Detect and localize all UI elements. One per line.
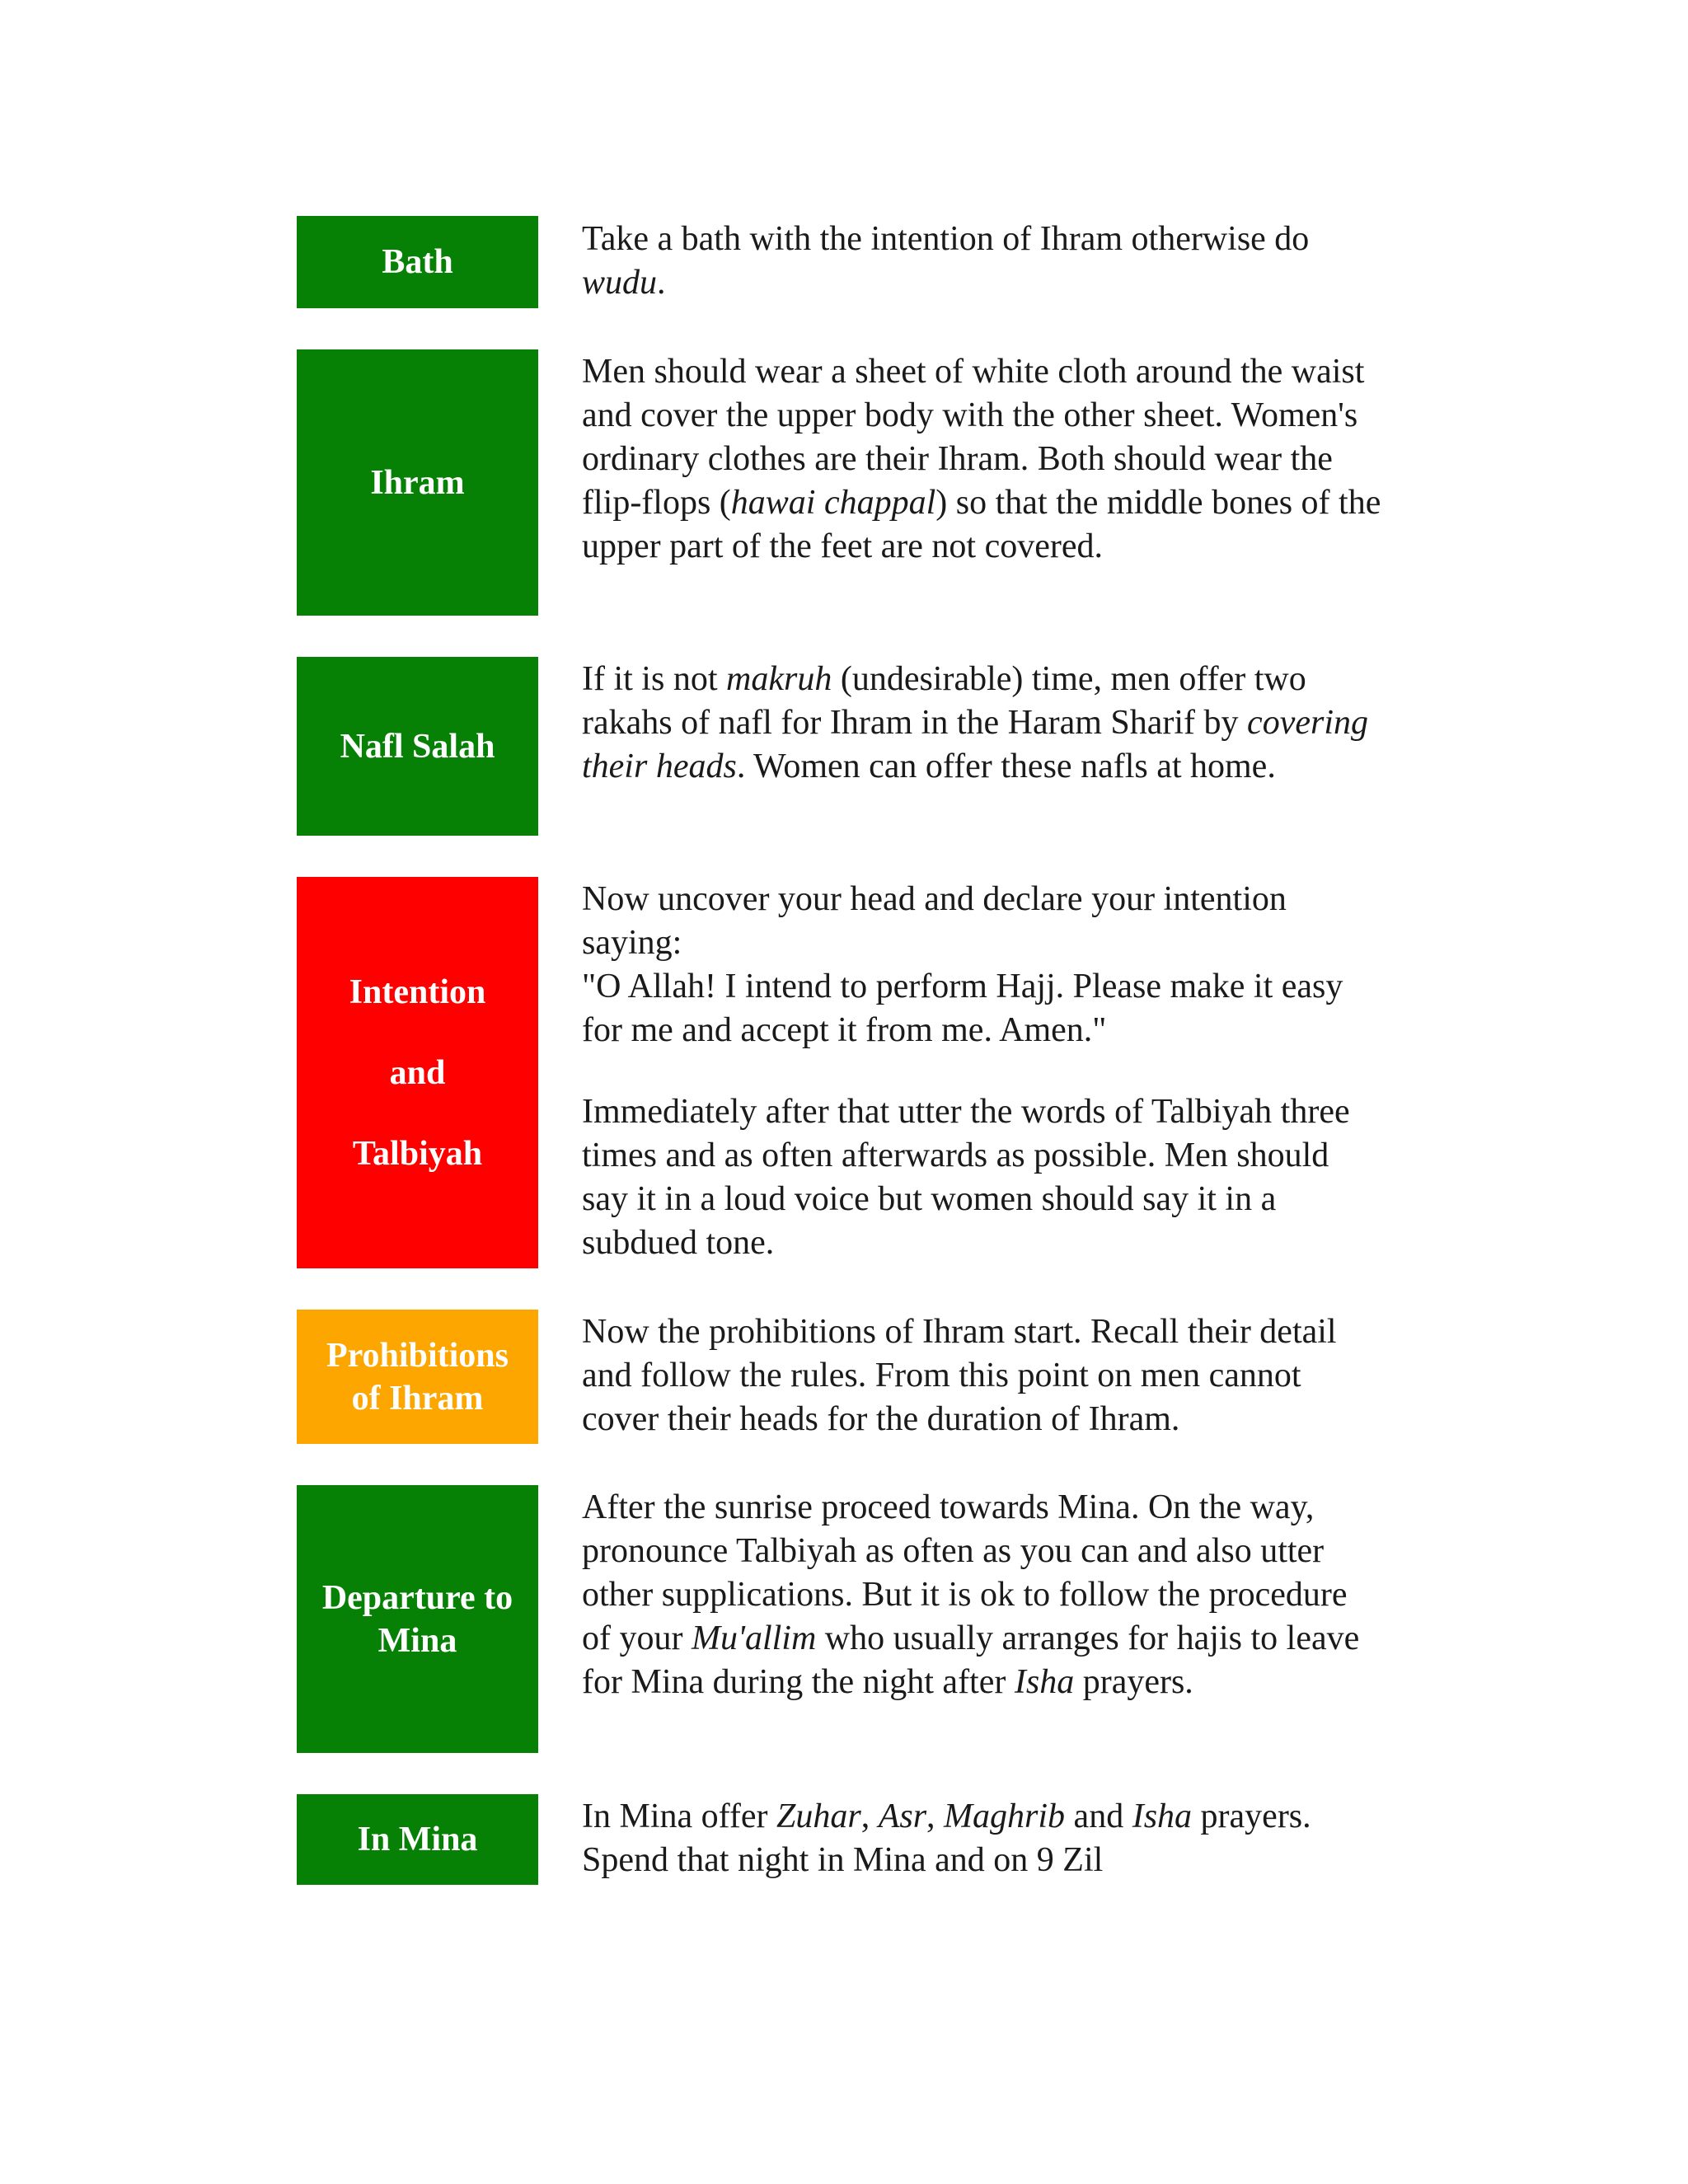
step-label-box xyxy=(297,1310,538,1444)
step-label: Prohibitions xyxy=(326,1336,509,1375)
step-label: In Mina xyxy=(357,1821,478,1858)
step-label-box xyxy=(297,657,538,836)
description-paragraph xyxy=(582,1090,1381,1265)
italic-term: Isha xyxy=(1014,1663,1075,1701)
italic-term: Mu'allim xyxy=(691,1619,817,1657)
text-run: Now the prohibitions of Ihram start. Recall their detail and follow the rules. From this point on men cannot cover their heads for the duration of Ihram. xyxy=(582,1313,1337,1438)
step-label: Intention xyxy=(349,972,486,1011)
description-paragraph xyxy=(582,1310,1381,1441)
step-label-box xyxy=(297,349,538,616)
text-run: , xyxy=(926,1797,945,1835)
step-description xyxy=(582,1310,1381,1441)
step-description xyxy=(582,1795,1381,1882)
text-run: ) so that the middle bones of the upper part of the feet are not covered. xyxy=(582,484,1381,565)
italic-term: Isha xyxy=(1132,1797,1193,1835)
text-run: "O Allah! I intend to perform Hajj. Please make it easy for me and accept it from me. Amen." xyxy=(582,968,1343,1049)
step-label-box xyxy=(297,1794,538,1885)
step-description xyxy=(582,1486,1381,1704)
description-paragraph xyxy=(582,965,1381,1052)
italic-term: Asr xyxy=(878,1797,927,1835)
step-label-box xyxy=(297,216,538,308)
text-run: prayers. Spend that night in Mina and on 9 Zil xyxy=(582,1797,1311,1879)
italic-term: makruh xyxy=(726,660,832,698)
step-label: Ihram xyxy=(370,463,465,502)
text-run: Take a bath with the intention of Ihram otherwise do xyxy=(582,220,1310,258)
text-run: Men should wear a sheet of white cloth around the waist and cover the upper body with the other sheet. Women's ordinary clothes are their Ihram. Both should wear the flip-flops ( xyxy=(582,353,1365,522)
italic-term: Zuhar xyxy=(776,1797,861,1835)
step-label: Departure to xyxy=(321,1578,513,1617)
step-description xyxy=(582,658,1381,789)
step-description xyxy=(582,350,1381,569)
step-label: of Ihram xyxy=(351,1379,484,1418)
step-label: Nafl Salah xyxy=(340,727,495,766)
italic-term: hawai chappal xyxy=(730,484,936,522)
text-run: Now uncover your head and declare your intention saying: xyxy=(582,880,1287,962)
text-run: . Women can offer these nafls at home. xyxy=(736,748,1276,785)
text-run: . xyxy=(657,264,666,302)
step-label: Bath xyxy=(382,243,453,281)
step-label-box xyxy=(297,1485,538,1753)
step-label: Mina xyxy=(377,1621,457,1660)
italic-term: covering their heads xyxy=(582,704,1368,785)
description-paragraph xyxy=(582,1795,1381,1882)
text-run: In Mina offer xyxy=(582,1797,776,1835)
text-run: , xyxy=(860,1797,879,1835)
text-run: After the sunrise proceed towards Mina. On the way, pronounce Talbiyah as often as you can and also utter other supplications. But it is ok to follow the procedure of your xyxy=(582,1488,1348,1657)
description-paragraph xyxy=(582,1486,1381,1704)
italic-term: Maghrib xyxy=(944,1797,1066,1835)
italic-term: wudu xyxy=(582,264,658,302)
text-run: Immediately after that utter the words of Talbiyah three times and as often afterwards as possible. Men should say it in a loud voice but women should say it in a subdued tone. xyxy=(582,1093,1350,1262)
step-label-box xyxy=(297,877,538,1268)
text-run: prayers. xyxy=(1074,1663,1193,1701)
description-paragraph xyxy=(582,878,1381,965)
text-run: If it is not xyxy=(582,660,726,698)
step-description xyxy=(582,218,1381,305)
description-paragraph xyxy=(582,218,1381,305)
text-run: and xyxy=(1065,1797,1132,1835)
description-paragraph xyxy=(582,350,1381,569)
step-label: Talbiyah xyxy=(352,1134,483,1173)
text-run: who usually arranges for hajis to leave for Mina during the night after xyxy=(582,1619,1360,1701)
step-description xyxy=(582,878,1381,1265)
description-paragraph xyxy=(582,658,1381,789)
text-run: (undesirable) time, men offer two rakahs of nafl for Ihram in the Haram Sharif by xyxy=(582,660,1306,742)
step-label: and xyxy=(389,1053,446,1092)
